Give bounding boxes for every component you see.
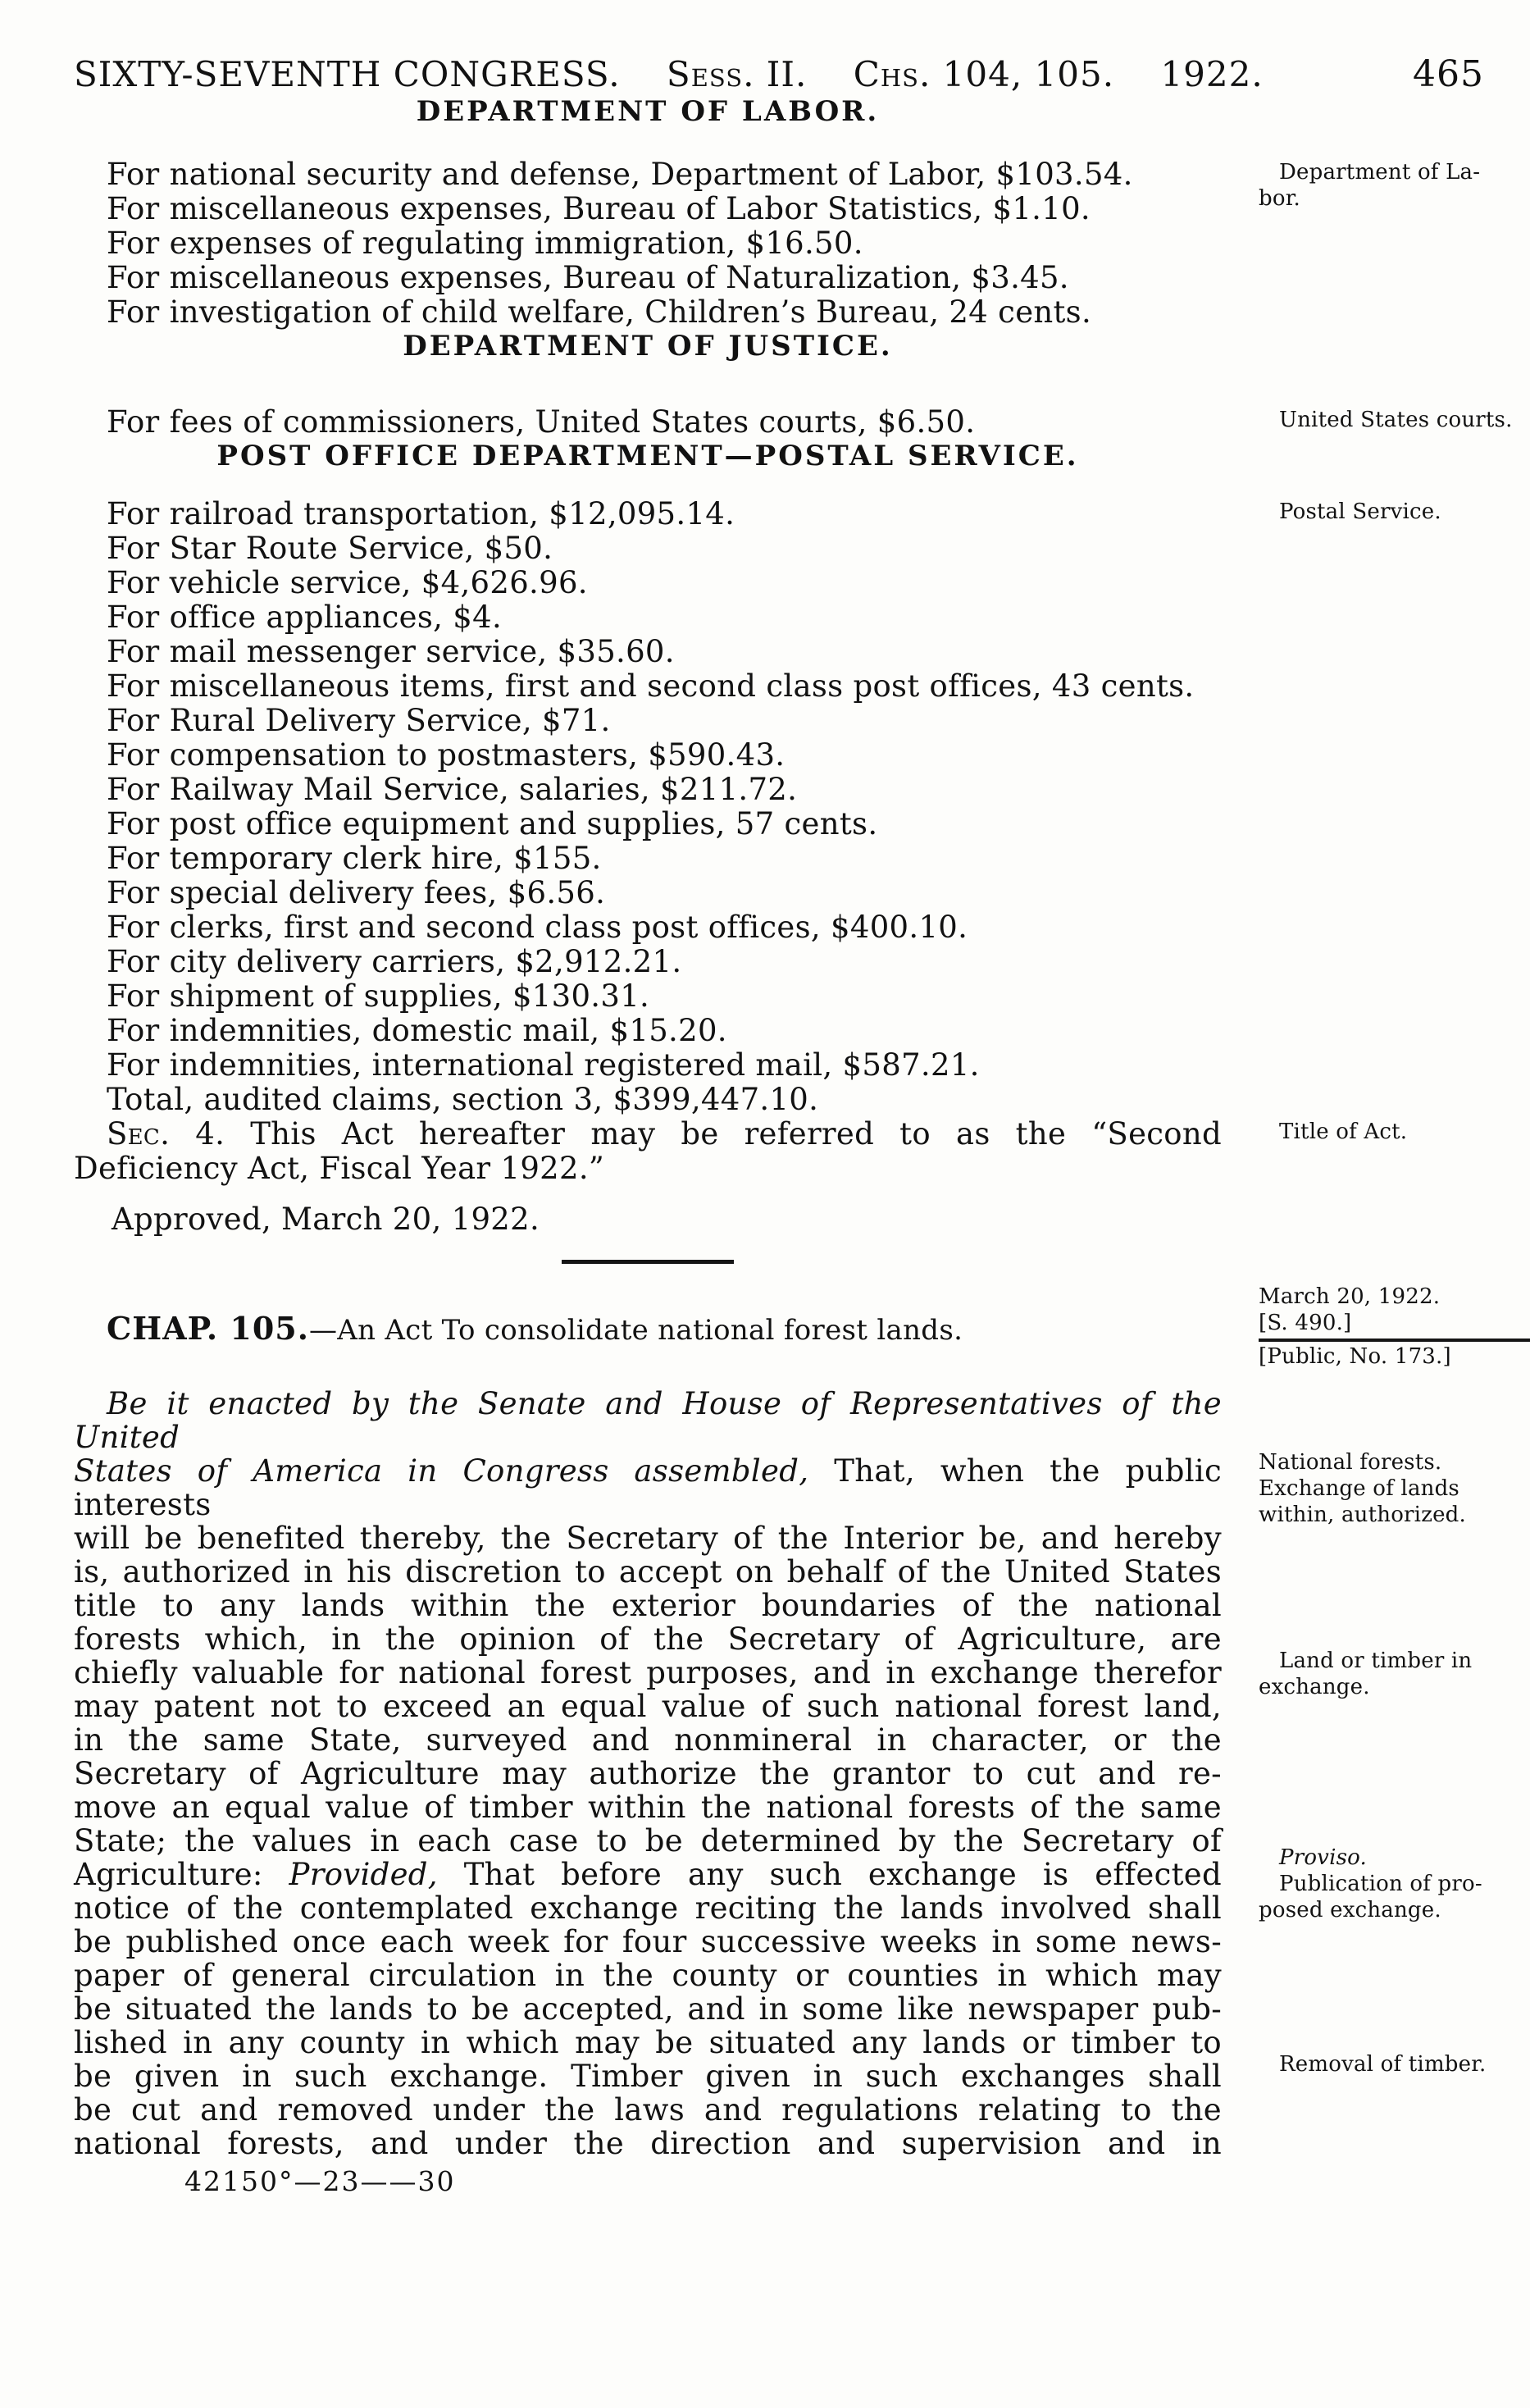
- margin-note-land-or-timber: [1259, 1648, 1530, 1700]
- margin-note-us-courts: [1259, 407, 1530, 433]
- margin-note-line: Department of La-: [1279, 160, 1481, 185]
- running-header: [74, 54, 1484, 95]
- chapter-body-line: paper of general circulation in the county or counties in which may: [74, 1958, 1222, 1993]
- chapter-body-line: notice of the contemplated exchange reciting the lands involved shall: [74, 1890, 1222, 1926]
- body-column: [74, 95, 1513, 2197]
- appropriation-item: For city delivery carriers, $2,912.21.: [107, 944, 682, 979]
- congress-label: SIXTY-SEVENTH CONGRESS.: [74, 54, 621, 94]
- appropriation-item: For compensation to postmasters, $590.43.: [107, 737, 785, 773]
- chapter-body-line: lished in any county in which may be situated any lands or timber to: [74, 2025, 1222, 2060]
- section4-label: Sec. 4.: [107, 1116, 225, 1152]
- chapter-body-line: national forests, and under the direction and supervision and in: [74, 2126, 1222, 2161]
- appropriation-item: For miscellaneous expenses, Bureau of Labor Statistics, $1.10.: [107, 191, 1091, 226]
- labor-appropriations-list: [74, 157, 1481, 330]
- margin-note-line: bor.: [1259, 186, 1300, 211]
- margin-note-line: Proviso.: [1279, 1845, 1367, 1870]
- appropriation-item: For shipment of supplies, $130.31.: [107, 978, 650, 1014]
- section4-line: [74, 1116, 1408, 1152]
- appropriation-item: [74, 496, 1441, 531]
- margin-note-line: Removal of timber.: [1279, 2052, 1487, 2077]
- chapter-body-line: be situated the lands to be accepted, and in some like newspaper pub-: [74, 1991, 1222, 2027]
- appropriation-item: For indemnities, domestic mail, $15.20.: [107, 1013, 727, 1048]
- chapter-body-line: forests which, in the opinion of the Secretary of Agriculture, are: [74, 1621, 1222, 1657]
- margin-note-line: Land or timber in: [1279, 1649, 1473, 1673]
- approved-line: Approved, March 20, 1922.: [112, 1202, 540, 1237]
- section4-text: This Act hereafter may be referred to as the “Second: [225, 1116, 1222, 1152]
- appropriation-item: For Railway Mail Service, salaries, $211.72.: [107, 772, 798, 807]
- margin-note-line: Publication of pro-: [1279, 1872, 1482, 1896]
- chapter-body-line: be published once each week for four successive weeks in some news-: [74, 1924, 1222, 1959]
- margin-rule: [1259, 1339, 1530, 1342]
- enacting-roman: That, when the public interests: [74, 1453, 1222, 1522]
- year-label: 1922.: [1160, 54, 1264, 94]
- chapter-title: —An Act To consolidate national forest lands.: [308, 1314, 963, 1347]
- chapters-label: Chs. 104, 105.: [853, 54, 1115, 94]
- chapter-body-line: in the same State, surveyed and nonmineral in character, or the: [74, 1722, 1222, 1758]
- section-divider-rule: [562, 1260, 734, 1264]
- appropriation-text: For railroad transportation, $12,095.14.: [107, 496, 735, 531]
- margin-note-line: posed exchange.: [1259, 1898, 1441, 1922]
- running-header-left: [74, 54, 1264, 95]
- appropriation-text: For fees of commissioners, United States courts, $6.50.: [107, 404, 976, 440]
- appropriation-item: For mail messenger service, $35.60.: [107, 634, 675, 669]
- chapter-body-line: may patent not to exceed an equal value of such national forest land,: [74, 1689, 1222, 1724]
- margin-note-dept-labor: [1259, 159, 1530, 212]
- appropriation-item: For indemnities, international registered mail, $587.21.: [107, 1047, 980, 1083]
- chapter-body-line: is, authorized in his discretion to accept on behalf of the United States: [74, 1554, 1222, 1589]
- chapter-body-line: title to any lands within the exterior boundaries of the national: [74, 1588, 1222, 1623]
- appropriation-item: [74, 404, 1513, 440]
- margin-note-line: United States courts.: [1279, 408, 1513, 432]
- margin-note-line: Exchange of lands: [1259, 1476, 1459, 1501]
- chapter-body-line: Secretary of Agriculture may authorize the grantor to cut and re-: [74, 1756, 1222, 1791]
- appropriation-item: For Rural Delivery Service, $71.: [107, 703, 611, 738]
- total-audited-claims-line: Total, audited claims, section 3, $399,447.10.: [107, 1082, 819, 1117]
- appropriation-item: For office appliances, $4.: [107, 600, 503, 635]
- appropriation-item: For post office equipment and supplies, 57 cents.: [107, 806, 878, 841]
- heading-post-office: POST OFFICE DEPARTMENT—POSTAL SERVICE.: [216, 440, 1079, 472]
- margin-note-line: Postal Service.: [1279, 499, 1441, 524]
- proviso-post: That before any such exchange is effected: [437, 1857, 1222, 1892]
- chapter-body-line: move an equal value of timber within the national forests of the same: [74, 1790, 1222, 1825]
- chapter-body-line: [74, 1649, 1473, 1699]
- heading-dept-labor: DEPARTMENT OF LABOR.: [416, 95, 880, 128]
- margin-note-title-of-act: [1259, 1119, 1530, 1145]
- chapter-body-line: will be benefited thereby, the Secretary of the Interior be, and hereby: [74, 1521, 1222, 1556]
- margin-date: March 20, 1922.: [1259, 1284, 1441, 1309]
- appropriation-item: For vehicle service, $4,626.96.: [107, 565, 588, 600]
- margin-public-number: [Public, No. 173.]: [1259, 1344, 1451, 1369]
- section4-line-continued: Deficiency Act, Fiscal Year 1922.”: [74, 1151, 605, 1186]
- appropriation-item: For miscellaneous expenses, Bureau of Naturalization, $3.45.: [107, 260, 1069, 295]
- proviso-word: Provided,: [289, 1857, 438, 1892]
- appropriation-item: For Star Route Service, $50.: [107, 531, 553, 566]
- proviso-pre: Agriculture:: [74, 1857, 289, 1892]
- chapter-heading: [74, 1284, 1451, 1369]
- chapter-body-line: be cut and removed under the laws and regulations relating to the: [74, 2092, 1222, 2128]
- margin-note-national-forests: [1259, 1449, 1530, 1528]
- chapter-body-line: [74, 2052, 1487, 2094]
- appropriation-item: For investigation of child welfare, Children’s Bureau, 24 cents.: [107, 294, 1092, 330]
- page-number: 465: [1413, 53, 1484, 95]
- margin-filing-block: [1259, 1284, 1530, 1370]
- chapter-body-text: be given in such exchange. Timber given in such exchanges shall: [74, 2059, 1222, 2094]
- chapter-body-line: State; the values in each case to be determined by the Secretary of: [74, 1823, 1222, 1858]
- postal-appropriations-list: [74, 496, 1441, 1117]
- margin-note-removal-of-timber: [1259, 2051, 1530, 2077]
- margin-note-postal-service: [1259, 499, 1530, 525]
- enacting-clause-line: [74, 1450, 1466, 1527]
- appropriation-item: For expenses of regulating immigration, $16.50.: [107, 226, 863, 261]
- appropriation-item: For clerks, first and second class post offices, $400.10.: [107, 910, 968, 945]
- margin-note-line: National forests.: [1259, 1450, 1442, 1475]
- appropriation-item: For special delivery fees, $6.56.: [107, 875, 606, 910]
- margin-note-line: within, authorized.: [1259, 1503, 1466, 1527]
- chapter-body-text: chiefly valuable for national forest purposes, and in exchange therefor: [74, 1655, 1222, 1690]
- appropriation-item: For miscellaneous items, first and second class post offices, 43 cents.: [107, 668, 1195, 704]
- margin-note-line: exchange.: [1259, 1675, 1370, 1699]
- appropriation-text: For national security and defense, Department of Labor, $103.54.: [107, 157, 1133, 192]
- margin-bill-number: [S. 490.]: [1259, 1311, 1352, 1335]
- margin-note-line: Title of Act.: [1279, 1120, 1408, 1144]
- session-label: Sess. II.: [666, 54, 808, 94]
- margin-note-proviso: [1259, 1845, 1530, 1923]
- chapter-label: CHAP. 105.: [107, 1310, 309, 1347]
- enacting-clause-line: Be it enacted by the Senate and House of Representatives of the United: [74, 1386, 1222, 1455]
- heading-dept-justice: DEPARTMENT OF JUSTICE.: [403, 330, 893, 363]
- appropriation-item: For temporary clerk hire, $155.: [107, 841, 602, 876]
- enacting-italic: States of America in Congress assembled,: [74, 1453, 809, 1489]
- printers-mark: 42150°—23——30: [184, 2165, 456, 2197]
